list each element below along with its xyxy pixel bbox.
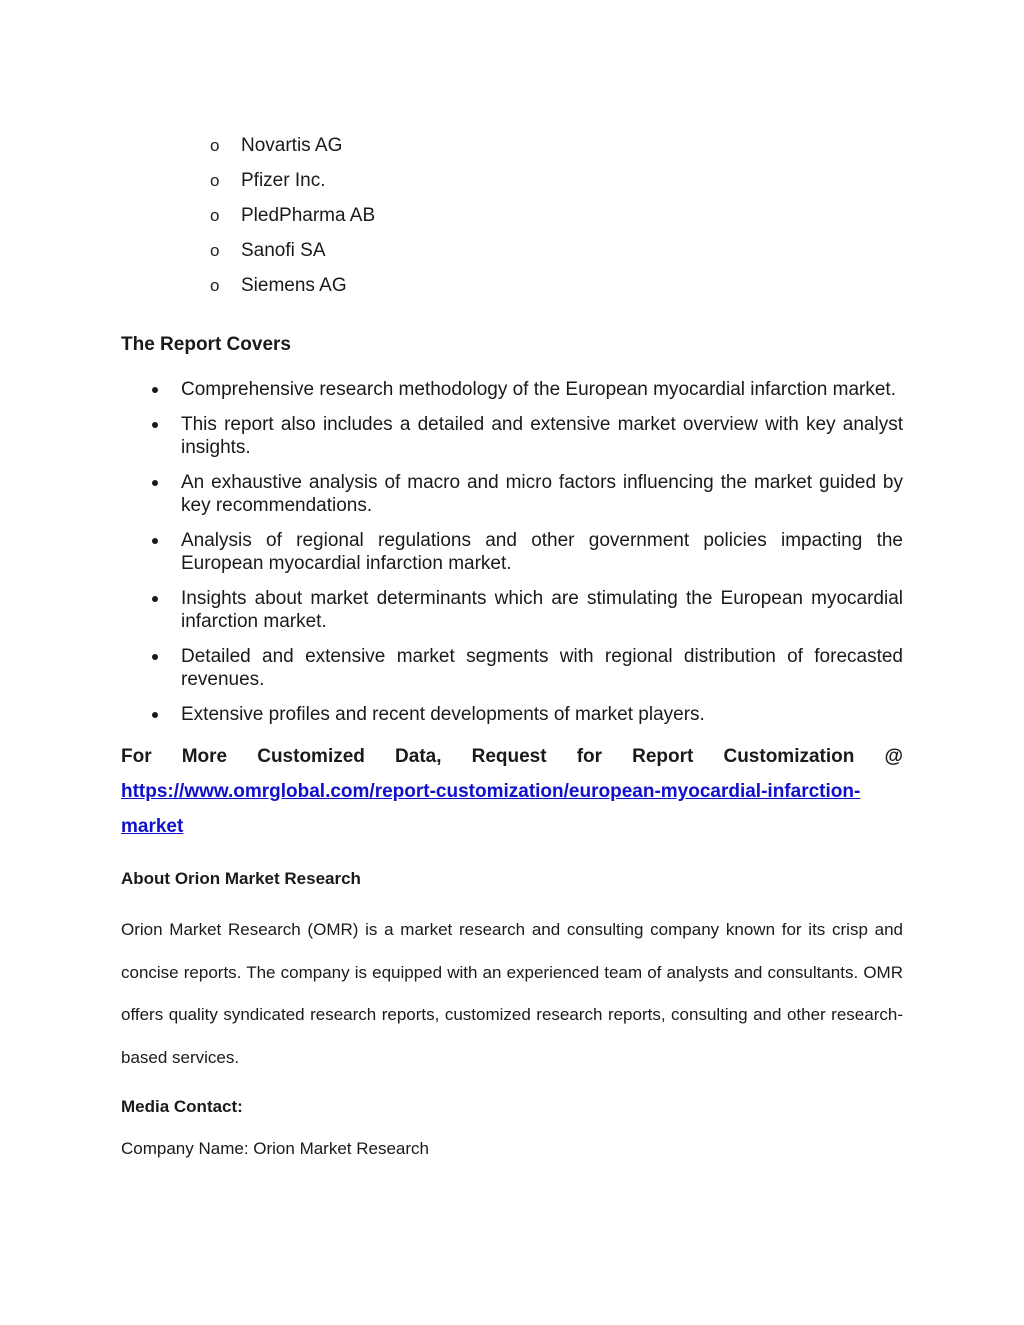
circle-bullet-icon: o — [210, 276, 220, 295]
list-item — [121, 645, 903, 691]
list-item-text: Extensive profiles and recent developments of market players. — [181, 704, 705, 725]
bullet-icon — [121, 529, 181, 575]
company-list — [210, 128, 903, 303]
bullet-icon — [121, 471, 181, 517]
cta-word: Report — [632, 746, 694, 767]
cta-word: Customization — [723, 746, 855, 767]
customization-request-text — [121, 739, 903, 774]
circle-bullet-icon: o — [210, 206, 220, 225]
list-item — [121, 587, 903, 633]
circle-bullet-icon: o — [210, 171, 220, 190]
list-item-text: This report also includes a detailed and extensive market overview with key analyst insights. — [181, 414, 903, 458]
list-item-text: Analysis of regional regulations and other government policies impacting the European myocardial infarction market. — [181, 530, 903, 574]
company-name: Siemens AG — [241, 275, 347, 296]
about-paragraph: Orion Market Research (OMR) is a market research and consulting company known for its crisp and concise reports. The company is equipped with an experienced team of analysts and consultants. OMR offers quality syndicated research reports, customized research reports, consulting and other research-based services. — [121, 920, 903, 1067]
cta-word: for — [576, 746, 603, 767]
list-item-text: Comprehensive research methodology of the European myocardial infarction market. — [181, 379, 896, 400]
list-item — [210, 163, 903, 198]
company-name: PledPharma AB — [241, 205, 376, 226]
list-item — [210, 198, 903, 233]
media-contact-heading: Media Contact: — [121, 1097, 243, 1116]
circle-bullet-icon: o — [210, 136, 220, 155]
cta-word: Data, — [395, 746, 442, 767]
circle-bullet-icon: o — [210, 241, 220, 260]
cta-word: @ — [884, 746, 903, 767]
list-item-text: Insights about market determinants which are stimulating the European myocardial infarction market. — [181, 588, 903, 632]
list-item-text: An exhaustive analysis of macro and micro factors influencing the market guided by key recommendations. — [181, 472, 903, 516]
company-name: Novartis AG — [241, 135, 343, 156]
bullet-icon — [121, 378, 181, 401]
customization-link-continued[interactable]: market — [121, 816, 184, 837]
list-item-text: Detailed and extensive market segments with regional distribution of forecasted revenues. — [181, 646, 903, 690]
report-covers-heading: The Report Covers — [121, 334, 291, 355]
about-heading: About Orion Market Research — [121, 869, 361, 888]
list-item — [210, 233, 903, 268]
bullet-icon — [121, 413, 181, 459]
cta-word: Request — [471, 746, 547, 767]
company-name: Pfizer Inc. — [241, 170, 326, 191]
customization-link[interactable]: https://www.omrglobal.com/report-customization/european-myocardial-infarction- — [121, 781, 861, 802]
cta-word: More — [181, 746, 228, 767]
list-item — [121, 413, 903, 459]
list-item — [210, 128, 903, 163]
list-item — [210, 268, 903, 303]
bullet-icon — [121, 587, 181, 633]
cta-word: Customized — [257, 746, 365, 767]
report-covers-list — [121, 378, 903, 726]
list-item — [121, 529, 903, 575]
list-item — [121, 471, 903, 517]
cta-word: For — [121, 746, 152, 767]
list-item — [121, 378, 903, 401]
document-page — [121, 128, 903, 1161]
bullet-icon — [121, 645, 181, 691]
company-name-line: Company Name: Orion Market Research — [121, 1139, 430, 1158]
company-name: Sanofi SA — [241, 240, 326, 261]
customization-request — [121, 739, 903, 844]
bullet-icon — [121, 703, 181, 726]
list-item — [121, 703, 903, 726]
